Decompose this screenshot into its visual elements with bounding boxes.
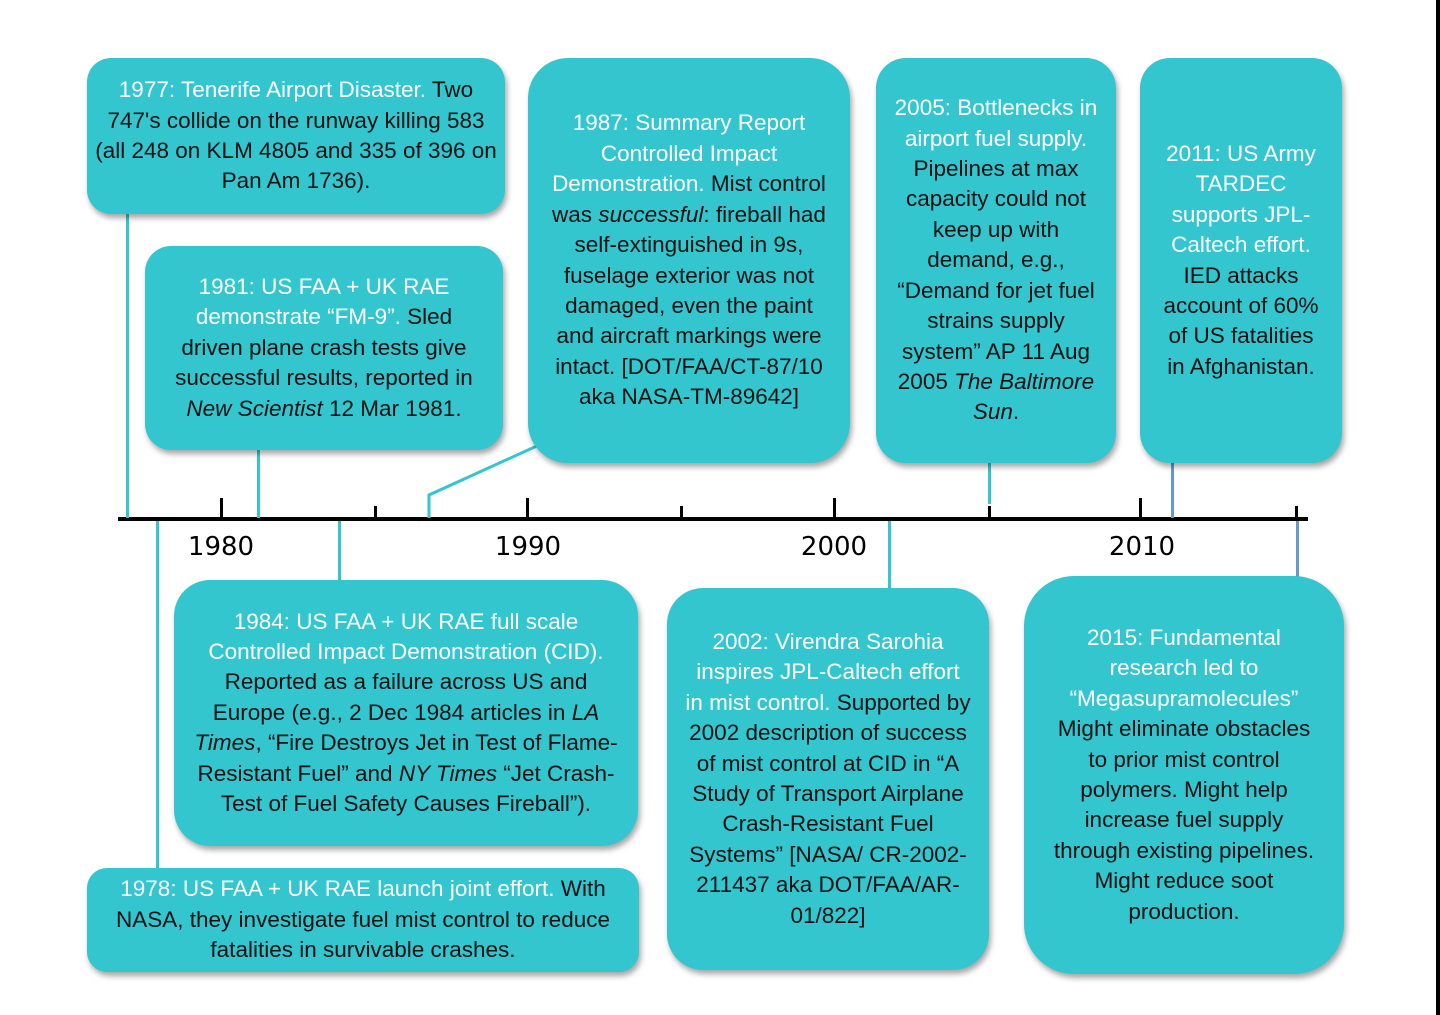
event-body-1987b: : fireball had self-extinguished in 9s, fuselage exterior was not damaged, even the paint and aircraft markings were intact. [DOT/FAA/CT-87/10 aka NASA-TM-89642] — [555, 201, 826, 410]
event-title-1984: 1984: US FAA + UK RAE full scale Controlled Impact Demonstration (CID). — [208, 608, 604, 664]
event-title-1978: 1978: US FAA + UK RAE launch joint effort. — [120, 876, 555, 902]
event-title-2015: 2015: Fundamental research led to “Megasupramolecules” — [1069, 624, 1299, 711]
connector-2005 — [988, 462, 991, 504]
axis-label-1980: 1980 — [187, 532, 255, 562]
event-box-2011 — [1140, 58, 1342, 463]
event-source-1984a: LA Times — [194, 699, 600, 756]
event-body-2005b: . — [1012, 399, 1020, 425]
event-source-1984b: NY Times — [398, 760, 497, 786]
event-body-2005a: Pipelines at max capacity could not keep up with demand, e.g., “Demand for jet fuel strains supply system” AP 11 Aug 2005 — [897, 156, 1095, 394]
event-title-1977: 1977: Tenerife Airport Disaster. — [118, 77, 427, 103]
event-box-1981 — [145, 246, 503, 450]
event-body-1984b: , “Fire Destroys Jet in Test of Flame-Resistant Fuel” and — [197, 730, 618, 786]
event-box-2005 — [876, 58, 1116, 463]
axis-label-2000: 2000 — [800, 532, 868, 562]
connector-2002 — [888, 521, 891, 591]
event-body-1981: Sled driven plane crash tests give successful results, reported in — [175, 304, 473, 391]
connector-2011 — [1171, 460, 1174, 518]
event-box-2002 — [667, 588, 989, 970]
event-box-2015 — [1024, 576, 1344, 974]
axis-label-2010: 2010 — [1108, 532, 1176, 562]
event-body-1984a: Reported as a failure across US and Europe (e.g., 2 Dec 1984 articles in — [212, 669, 588, 725]
event-body-1978: With NASA, they investigate fuel mist control to reduce fatalities in survivable crashes. — [116, 876, 610, 963]
event-title-2005: 2005: Bottlenecks in airport fuel supply. — [894, 95, 1098, 151]
event-body-1987a: Mist control was — [552, 171, 826, 227]
event-title-2011: 2011: US Army TARDEC supports JPL-Caltech effort. — [1166, 140, 1316, 258]
event-title-2002: 2002: Virendra Sarohia inspires JPL-Caltech effort in mist control. — [685, 628, 960, 715]
event-box-1987 — [528, 58, 850, 463]
event-body-2002: Supported by 2002 description of success of mist control at CID in “A Study of Transport Airplane Crash-Resistant Fuel Systems” [NASA/ CR-2002-211437 aka DOT/FAA/AR-01/822] — [689, 689, 971, 928]
event-title-1981: 1981: US FAA + UK RAE demonstrate “FM-9”. — [195, 273, 450, 330]
connector-2015 — [1296, 521, 1299, 579]
event-title-1987: 1987: Summary Report Controlled Impact Demonstration. — [552, 110, 806, 197]
event-box-1977 — [87, 58, 505, 214]
event-source-2005: The Baltimore Sun — [954, 368, 1095, 425]
event-source-1981: New Scientist — [186, 395, 323, 421]
axis-label-1990: 1990 — [494, 532, 562, 562]
event-date-1981: 12 Mar 1981. — [328, 395, 462, 421]
event-emphasis-1987: successful — [598, 201, 704, 227]
event-box-1978 — [87, 868, 639, 972]
event-body-2011: IED attacks account of 60% of US fatalities in Afghanistan. — [1163, 262, 1319, 379]
event-body-2015: Might eliminate obstacles to prior mist control polymers. Might help increase fuel supply through existing pipelines. Might reduce soot production. — [1053, 716, 1315, 924]
event-box-1984 — [174, 580, 638, 846]
event-body-1984c: “Jet Crash-Test of Fuel Safety Causes Fireball”). — [220, 760, 615, 817]
event-body-1977: Two 747's collide on the runway killing 583 (all 248 on KLM 4805 and 335 of 396 on Pan Am 1736). — [95, 77, 497, 194]
page-right-edge — [1436, 0, 1440, 1015]
